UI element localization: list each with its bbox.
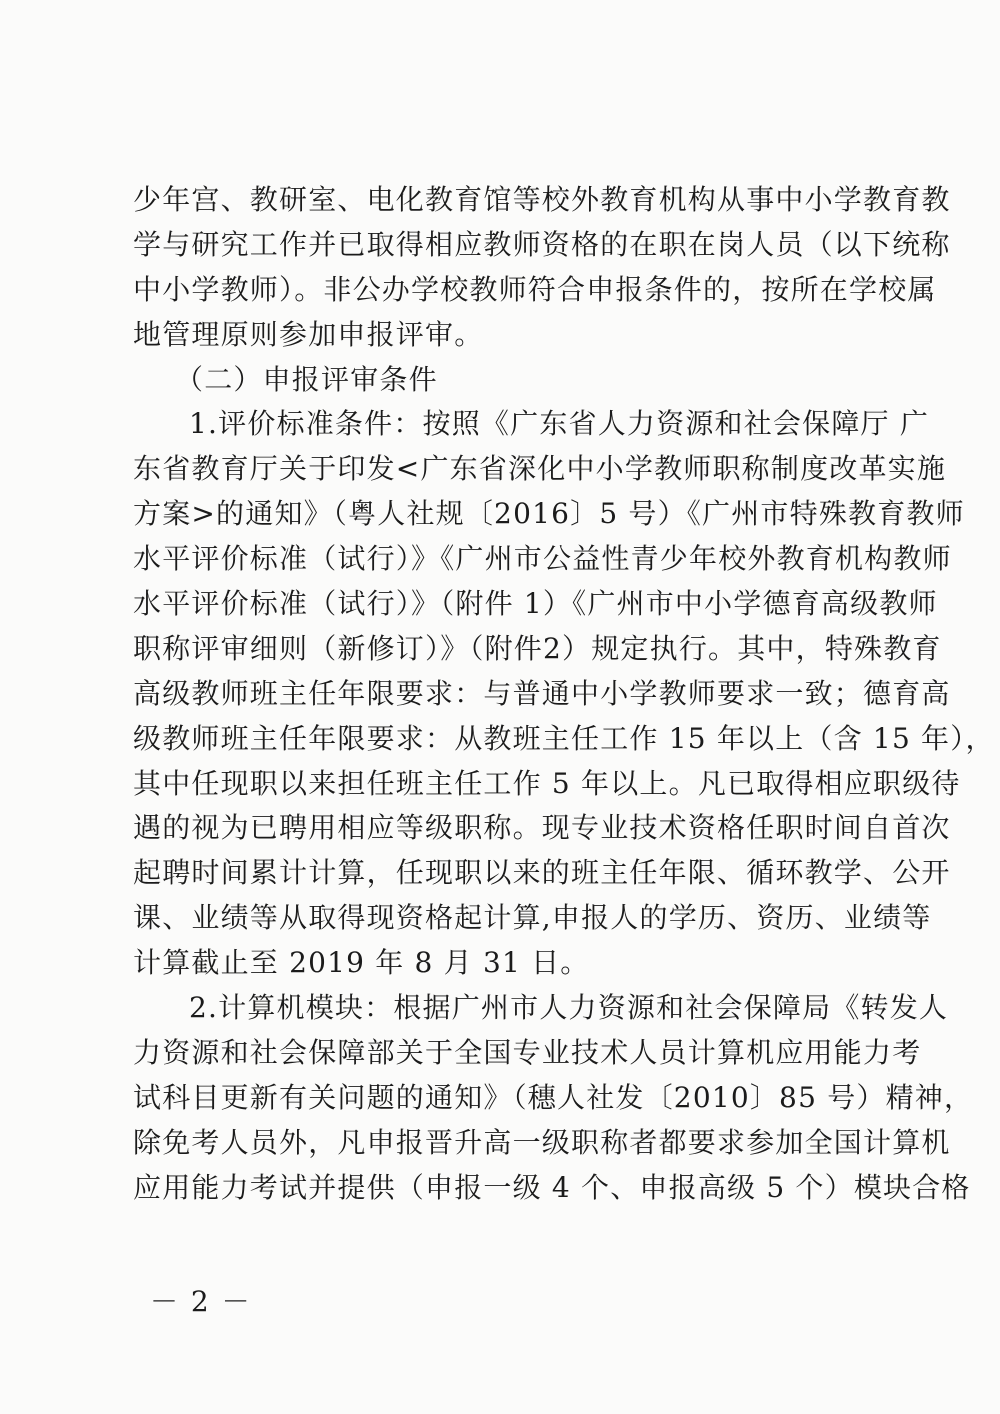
text-line: 应用能力考试并提供（申报一级 4 个、申报高级 5 个）模块合格 (133, 1170, 971, 1204)
text-line: 计算截止至 2019 年 8 月 31 日。 (133, 946, 590, 980)
text-line: 职称评审细则（新修订）》（附件2）规定执行。其中，特殊教育 (133, 631, 942, 665)
text-line: 1.评价标准条件：按照《广东省人力资源和社会保障厅 广 (189, 407, 930, 441)
text-line: 其中任现职以来担任班主任工作 5 年以上。凡已取得相应职级待 (133, 766, 961, 800)
text-line: 东省教育厅关于印发<广东省深化中小学教师职称制度改革实施 (133, 452, 947, 486)
text-line: 2.计算机模块：根据广州市人力资源和社会保障局《转发人 (189, 991, 949, 1025)
section-heading: （二）申报评审条件 (175, 362, 438, 396)
text-line: 遇的视为已聘用相应等级职称。现专业技术资格任职时间自首次 (133, 811, 951, 845)
text-line: 方案>的通知》（粤人社规〔2016〕5 号）《广州市特殊教育教师 (133, 497, 965, 531)
text-line: 级教师班主任年限要求：从教班主任工作 15 年以上（含 15 年）， (133, 721, 995, 755)
text-line: 地管理原则参加申报评审。 (133, 317, 484, 351)
text-line: 试科目更新有关问题的通知》（穗人社发〔2010〕85 号）精神， (133, 1080, 974, 1114)
body-text (133, 178, 995, 1210)
text-line: 力资源和社会保障部关于全国专业技术人员计算机应用能力考 (133, 1035, 922, 1069)
text-line: 课、业绩等从取得现资格起计算,申报人的学历、资历、业绩等 (133, 901, 932, 935)
text-line: 水平评价标准（试行）》（附件 1）《广州市中小学德育高级教师 (133, 587, 938, 621)
text-line: 学与研究工作并已取得相应教师资格的在职在岗人员（以下统称 (133, 227, 951, 261)
text-line: 少年宫、教研室、电化教育馆等校外教育机构从事中小学教育教 (133, 183, 951, 216)
text-line: 中小学教师）。非公办学校教师符合申报条件的，按所在学校属 (133, 272, 937, 306)
text-line: 除免考人员外，凡申报晋升高一级职称者都要求参加全国计算机 (133, 1125, 951, 1159)
text-line: 起聘时间累计计算，任现职以来的班主任年限、循环教学、公开 (133, 856, 951, 890)
page-number: － 2 － (150, 1285, 252, 1318)
text-line: 水平评价标准（试行）》《广州市公益性青少年校外教育机构教师 (133, 542, 952, 576)
text-line: 高级教师班主任年限要求：与普通中小学教师要求一致；德育高 (133, 676, 951, 710)
